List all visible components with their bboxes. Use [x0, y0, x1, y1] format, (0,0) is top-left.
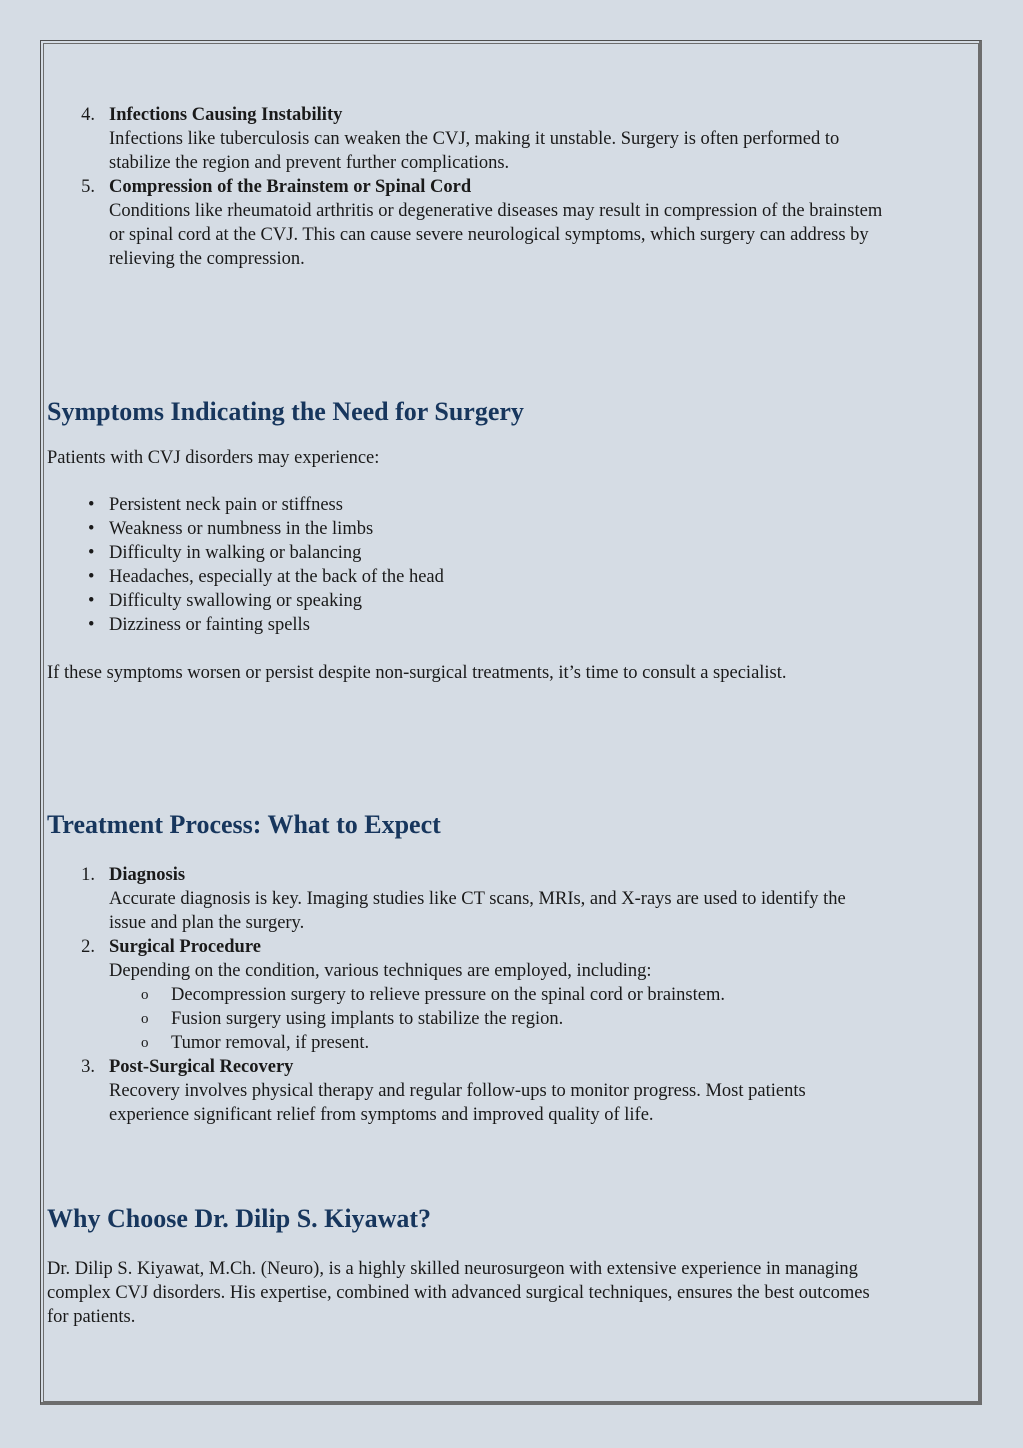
treatment-list: [47, 863, 975, 983]
list-item: [47, 983, 975, 1007]
bullet-text: Difficulty swallowing or speaking: [109, 591, 362, 611]
list-number: 2.: [81, 937, 95, 957]
list-item: [47, 863, 975, 935]
item-line: experience significant relief from symptoms and improved quality of life.: [109, 1105, 654, 1125]
why-paragraph: [47, 1257, 975, 1329]
list-item: [47, 613, 975, 637]
item-title: Infections Causing Instability: [109, 105, 343, 125]
item-line: Depending on the condition, various techniques are employed, including:: [109, 961, 652, 981]
sub-bullet-glyph: o: [141, 987, 149, 1003]
bullet-text: Difficulty in walking or balancing: [109, 543, 362, 563]
sub-bullet-glyph: o: [141, 1011, 149, 1027]
list-item: [47, 175, 975, 271]
item-title: Diagnosis: [109, 865, 186, 885]
bullet-text: Dizziness or fainting spells: [109, 615, 310, 635]
item-line: issue and plan the surgery.: [109, 913, 305, 933]
bullet-glyph: •: [88, 495, 95, 515]
paragraph-line: complex CVJ disorders. His expertise, combined with advanced surgical techniques, ensures the best outcomes: [47, 1283, 870, 1303]
bullet-text: Headaches, especially at the back of the head: [109, 567, 444, 587]
item-line: Conditions like rheumatoid arthritis or degenerative diseases may result in compression of the brainstem: [109, 201, 883, 221]
list-item: [47, 935, 975, 983]
symptoms-intro: Patients with CVJ disorders may experience:: [47, 448, 380, 468]
bullet-glyph: •: [88, 567, 95, 587]
paragraph-line: for patients.: [47, 1307, 136, 1327]
symptoms-list: [47, 493, 975, 637]
list-item: [47, 565, 975, 589]
list-item: [47, 103, 975, 175]
list-item: [47, 1007, 975, 1031]
treatment-heading: Treatment Process: What to Expect: [47, 810, 441, 839]
bullet-text: Weakness or numbness in the limbs: [109, 519, 374, 539]
list-number: 3.: [81, 1057, 95, 1077]
list-item: [47, 1031, 975, 1055]
item-line: Recovery involves physical therapy and regular follow-ups to monitor progress. Most patients: [109, 1081, 806, 1101]
list-number: 5.: [81, 177, 95, 197]
symptoms-heading: Symptoms Indicating the Need for Surgery: [47, 397, 524, 426]
bullet-glyph: •: [88, 519, 95, 539]
sub-text: Tumor removal, if present.: [171, 1033, 370, 1053]
sub-text: Decompression surgery to relieve pressure on the spinal cord or brainstem.: [171, 985, 725, 1005]
list-item: [47, 517, 975, 541]
item-line: or spinal cord at the CVJ. This can cause severe neurological symptoms, which surgery can address by: [109, 225, 869, 245]
list-item: [47, 589, 975, 613]
causes-list: [47, 103, 975, 271]
list-number: 1.: [81, 865, 95, 885]
paragraph-line: Dr. Dilip S. Kiyawat, M.Ch. (Neuro), is a highly skilled neurosurgeon with extensive experience in managing: [47, 1259, 858, 1279]
bullet-glyph: •: [88, 591, 95, 611]
document-body: [47, 103, 975, 1329]
sub-text: Fusion surgery using implants to stabilize the region.: [171, 1009, 564, 1029]
item-line: relieving the compression.: [109, 249, 305, 269]
item-line: Accurate diagnosis is key. Imaging studies like CT scans, MRIs, and X-rays are used to identify the: [109, 889, 846, 909]
why-heading: Why Choose Dr. Dilip S. Kiyawat?: [47, 1204, 432, 1233]
sub-bullet-glyph: o: [141, 1035, 149, 1051]
treatment-list-continued: [47, 1055, 975, 1127]
item-title: Post-Surgical Recovery: [109, 1057, 294, 1077]
bullet-glyph: •: [88, 615, 95, 635]
item-line: stabilize the region and prevent further complications.: [109, 153, 510, 173]
bullet-glyph: •: [88, 543, 95, 563]
bullet-text: Persistent neck pain or stiffness: [109, 495, 343, 515]
item-title: Compression of the Brainstem or Spinal Cord: [109, 177, 472, 197]
list-item: [47, 541, 975, 565]
item-title: Surgical Procedure: [109, 937, 261, 957]
list-item: [47, 1055, 975, 1127]
symptoms-closing: If these symptoms worsen or persist despite non-surgical treatments, it’s time to consult a specialist.: [47, 663, 787, 683]
list-item: [47, 493, 975, 517]
list-number: 4.: [81, 105, 95, 125]
item-line: Infections like tuberculosis can weaken the CVJ, making it unstable. Surgery is often performed to: [109, 129, 840, 149]
technique-list: [47, 983, 975, 1055]
